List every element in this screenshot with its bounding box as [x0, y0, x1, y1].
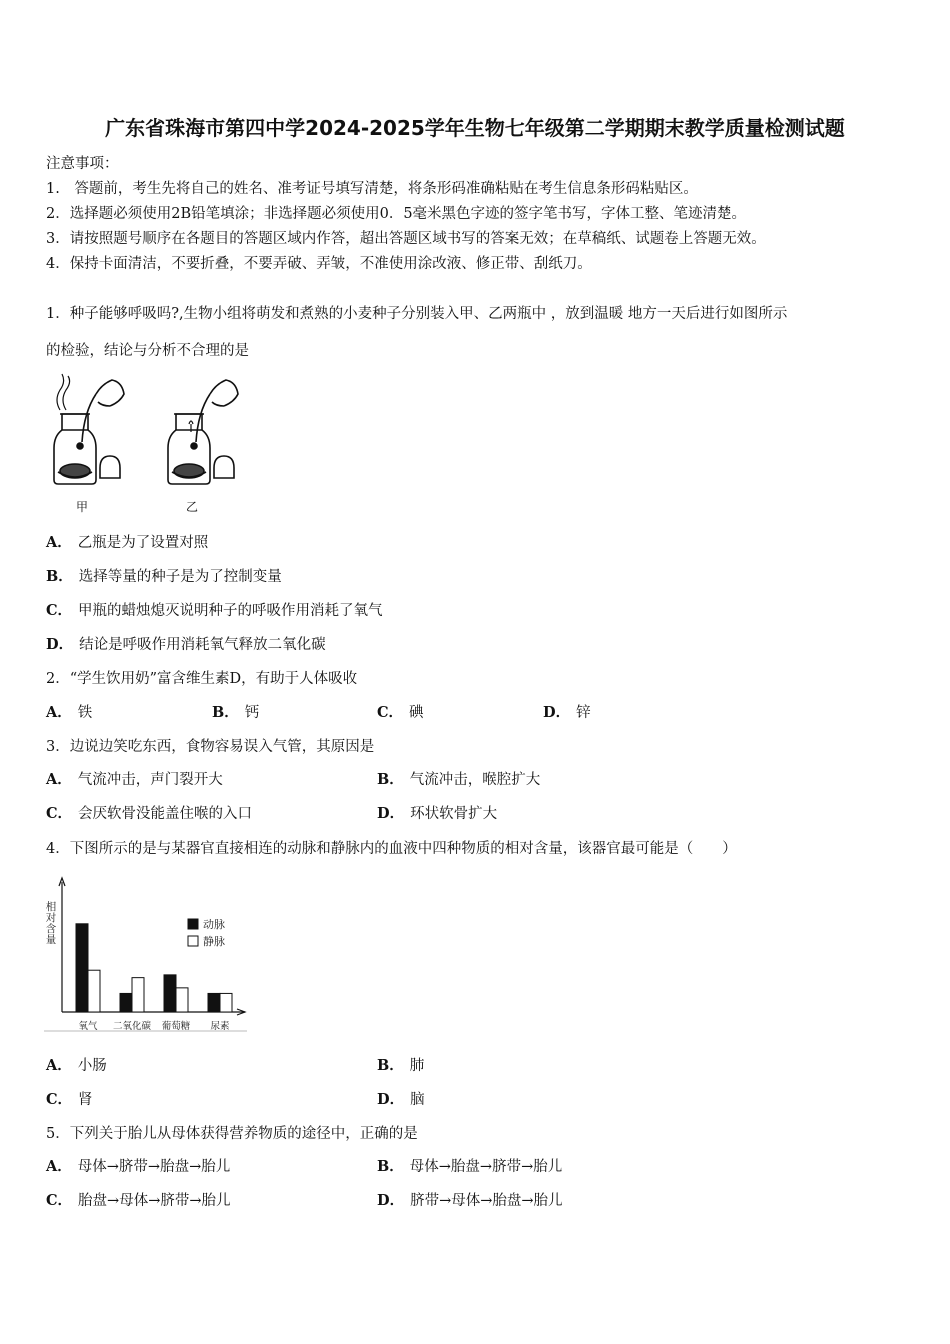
option-text: 乙瓶是为了设置对照 [77, 535, 209, 551]
bar-vein [88, 970, 100, 1012]
note-item: 4．保持卡面清洁，不要折叠，不要弄破、弄皱，不准使用涂改液、修正带、刮纸刀。 [46, 256, 592, 272]
option-text: 环状软骨扩大 [410, 806, 498, 822]
option-letter: D． [377, 1192, 405, 1209]
option-text: 结论是呼吸作用消耗氧气释放二氧化碳 [79, 637, 326, 653]
option-letter: A． [46, 534, 72, 551]
q5-option-d[interactable] [377, 1189, 563, 1210]
q1-seed-bottle-figure [40, 372, 240, 496]
legend-label: 动脉 [203, 918, 225, 931]
q3-option-a[interactable] [46, 768, 223, 789]
bar-vein [220, 993, 232, 1012]
q5-option-b[interactable] [377, 1155, 562, 1176]
option-letter: B． [377, 1158, 404, 1175]
option-letter: D． [543, 704, 571, 721]
q2-stem: 2．“学生饮用奶”富含维生素D，有助于人体吸收 [46, 671, 358, 687]
option-text: 脑 [410, 1092, 425, 1108]
option-letter: D． [377, 805, 405, 822]
bar-artery [76, 924, 88, 1012]
legend-swatch [188, 919, 198, 929]
bar-artery [164, 975, 176, 1012]
q4-option-d[interactable] [377, 1088, 425, 1109]
option-text: 铁 [77, 705, 93, 721]
q1-option-b[interactable] [46, 565, 282, 586]
option-text: 母体→脐带→胎盘→胎儿 [77, 1159, 231, 1175]
figure-label-yi: 乙 [186, 500, 199, 514]
q2-option-b[interactable] [212, 701, 259, 722]
q5-option-a[interactable] [46, 1155, 230, 1176]
bottle-yi-illustration [168, 380, 238, 484]
y-axis-label-char: 量 [45, 934, 57, 946]
q2-option-d[interactable] [543, 701, 591, 722]
page-title: 广东省珠海市第四中学2024-2025学年生物七年级第二学期期末教学质量检测试题 [105, 116, 845, 140]
q4-stem: 4．下图所示的是与某器官直接相连的动脉和静脉内的血液中四种物质的相对含量，该器官最可能是（ ） [46, 841, 737, 857]
x-tick-label: 葡萄糖 [161, 1021, 191, 1032]
bar-vein [132, 978, 144, 1012]
legend-swatch [188, 936, 198, 946]
option-text: 小肠 [77, 1058, 107, 1074]
q5-stem: 5．下列关于胎儿从母体获得营养物质的途径中，正确的是 [46, 1126, 418, 1142]
q1-option-c[interactable] [46, 599, 383, 620]
bottle-jia-illustration [54, 374, 124, 484]
option-letter: A． [46, 771, 72, 788]
option-letter: D． [377, 1091, 405, 1108]
q4-option-b[interactable] [377, 1054, 424, 1075]
q1-stem-line2: 的检验，结论与分析不合理的是 [46, 343, 249, 359]
figure-label-jia: 甲 [76, 500, 89, 514]
option-letter: C． [46, 1091, 73, 1108]
x-tick-label: 尿素 [210, 1021, 230, 1032]
option-text: 肺 [409, 1058, 425, 1074]
q4-bar-chart [40, 872, 255, 1036]
option-letter: A． [46, 1057, 72, 1074]
x-tick-label: 二氧化碳 [112, 1021, 152, 1032]
bar-vein [176, 988, 188, 1012]
x-tick-label: 氧气 [78, 1021, 98, 1032]
option-letter: D． [46, 636, 74, 653]
option-letter: C． [377, 704, 404, 721]
option-text: 钙 [244, 705, 260, 721]
q3-option-d[interactable] [377, 802, 497, 823]
option-text: 选择等量的种子是为了控制变量 [78, 569, 282, 585]
option-letter: C． [46, 602, 73, 619]
option-letter: B． [46, 568, 73, 585]
option-text: 锌 [576, 705, 591, 721]
q2-option-a[interactable] [46, 701, 92, 722]
option-text: 肾 [78, 1092, 93, 1108]
y-axis-label-char: 含 [45, 923, 57, 935]
option-text: 母体→胎盘→脐带→胎儿 [409, 1159, 563, 1175]
note-item: 1. 答题前，考生先将自己的姓名、准考证号填写清楚，将条形码准确粘贴在考生信息条形码粘贴区。 [46, 181, 698, 197]
option-text: 胎盘→母体→脐带→胎儿 [78, 1193, 231, 1209]
q4-option-a[interactable] [46, 1054, 107, 1075]
option-letter: C． [46, 805, 73, 822]
note-item: 2．选择题必须使用2B铅笔填涂；非选择题必须使用0．5毫米黑色字迹的签字笔书写，字体工整、笔迹清楚。 [46, 206, 747, 222]
q2-option-c[interactable] [377, 701, 424, 722]
option-text: 甲瓶的蜡烛熄灭说明种子的呼吸作用消耗了氧气 [78, 603, 383, 619]
option-letter: A． [46, 1158, 72, 1175]
option-text: 会厌软骨没能盖住喉的入口 [78, 806, 253, 822]
option-text: 气流冲击，声门裂开大 [77, 772, 223, 788]
bar-artery [208, 993, 220, 1012]
notes-heading: 注意事项： [46, 156, 119, 172]
note-item: 3．请按照题号顺序在各题目的答题区域内作答，超出答题区域书写的答案无效；在草稿纸、试题卷上答题无效。 [46, 231, 766, 247]
q3-stem: 3．边说边笑吃东西，食物容易误入气管，其原因是 [46, 739, 375, 755]
y-axis-label-char: 相 [45, 901, 57, 913]
option-letter: B． [377, 771, 404, 788]
option-letter: A． [46, 704, 72, 721]
option-text: 碘 [409, 705, 424, 721]
q1-option-a[interactable] [46, 531, 208, 552]
q3-option-b[interactable] [377, 768, 540, 789]
q1-option-d[interactable] [46, 633, 326, 654]
bar-artery [120, 993, 132, 1012]
option-letter: B． [212, 704, 239, 721]
option-text: 气流冲击，喉腔扩大 [409, 772, 541, 788]
option-text: 脐带→母体→胎盘→胎儿 [410, 1193, 563, 1209]
legend-label: 静脉 [203, 935, 225, 948]
y-axis-label-char: 对 [45, 912, 57, 924]
option-letter: B． [377, 1057, 404, 1074]
q3-option-c[interactable] [46, 802, 252, 823]
q1-stem-line1: 1．种子能够呼吸吗?,生物小组将萌发和煮熟的小麦种子分别装入甲、乙两瓶中 ，放到温暖 地方一天后进行如图所示 [46, 306, 788, 322]
q5-option-c[interactable] [46, 1189, 231, 1210]
option-letter: C． [46, 1192, 73, 1209]
q4-option-c[interactable] [46, 1088, 93, 1109]
